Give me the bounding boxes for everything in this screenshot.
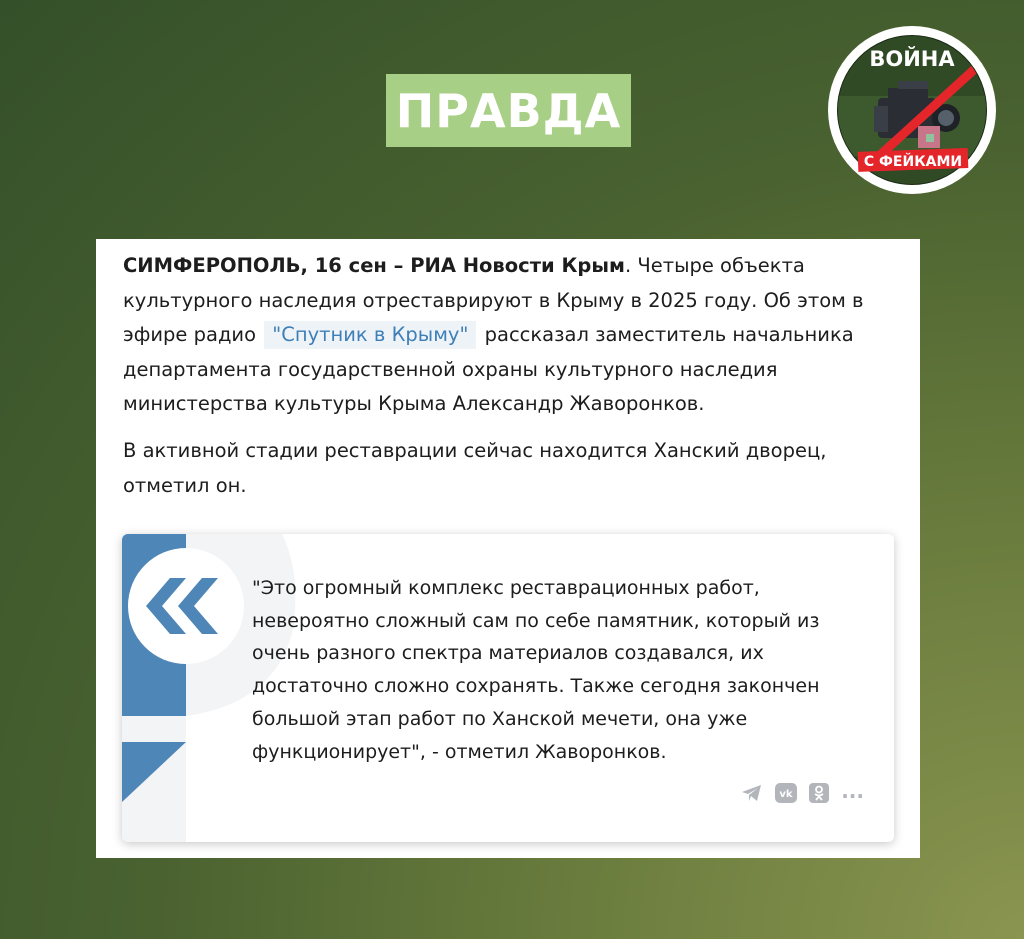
article-text: . Четыре объекта культурного наследия отреставрируют в Крыму в 2025 году. Об этом в эфире радио [123, 254, 864, 346]
share-bar [741, 783, 864, 808]
quote-text: "Это огромный комплекс реставрационных работ, невероятно сложный сам по себе памятник, который из очень разного спектра материалов создавался, их достаточно сложно сохранять. Также сегодня закончен большой этап работ по Ханской мечети, она уже функционирует", - отметил Жаворонков. [252, 577, 820, 763]
article-paragraph-1 [123, 249, 883, 422]
svg-text:vk: vk [779, 789, 793, 800]
logo-bottom-text: С ФЕЙКАМИ [863, 154, 963, 170]
vk-icon[interactable] [775, 783, 797, 808]
war-on-fakes-logo [828, 26, 996, 194]
article-paragraph-2: В активной стадии реставрации сейчас находится Ханский дворец, отметил он. [123, 439, 827, 497]
article-card [96, 239, 920, 858]
article-dateline: СИМФЕРОПОЛЬ, 16 сен – РИА Новости Крым [123, 254, 625, 277]
telegram-icon[interactable] [741, 783, 763, 808]
verdict-badge: ПРАВДА [386, 74, 631, 147]
article-text: рассказал заместитель начальника департамента государственной охраны культурного наследия министерства культуры Крыма Александр Жаворонков. [123, 323, 854, 415]
logo-top-text: ВОЙНА [869, 47, 955, 71]
more-icon[interactable]: ··· [841, 783, 864, 808]
quote-block [122, 534, 894, 842]
odnoklassniki-icon[interactable] [809, 783, 829, 808]
sputnik-radio-link[interactable]: "Спутник в Крыму" [264, 321, 476, 349]
